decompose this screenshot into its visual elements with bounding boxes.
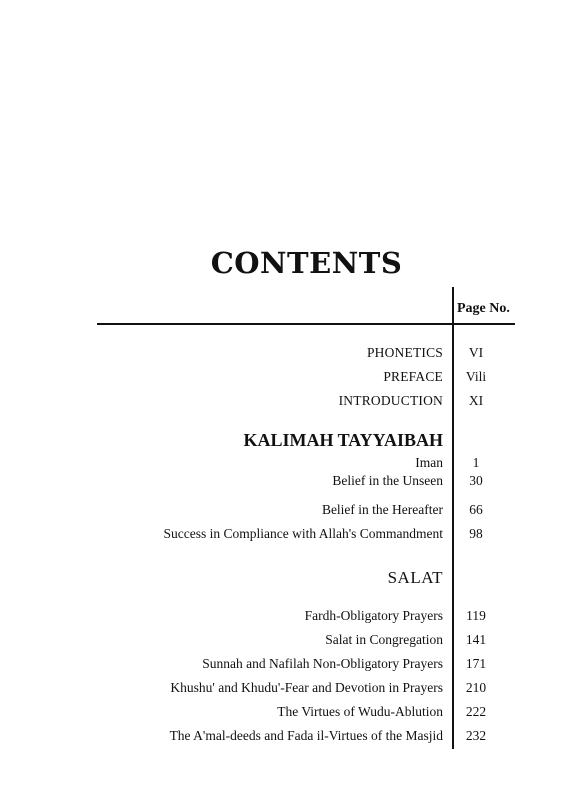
- toc-entry-page: VI: [468, 345, 484, 360]
- toc-entry-label: Fardh-Obligatory Prayers: [304, 608, 443, 623]
- toc-entry-label: Success in Compliance with Allah's Commandment: [163, 526, 443, 541]
- toc-entry-page: 30: [469, 473, 483, 488]
- toc-entry-page: 119: [466, 608, 486, 623]
- toc-entry-page: 222: [465, 704, 487, 719]
- toc-entry-label: The Virtues of Wudu-Ablution: [277, 704, 443, 719]
- toc-entry-label: INTRODUCTION: [338, 393, 443, 408]
- toc-entry-phonetics: [0, 345, 585, 365]
- toc-entry-page: 141: [465, 632, 487, 647]
- toc-entry-page: 1: [472, 455, 480, 470]
- toc-entry-page: 171: [465, 656, 487, 671]
- section-heading-salat: SALAT: [387, 568, 443, 587]
- toc-entry-wudu: [0, 704, 585, 724]
- toc-entry-success-compliance: [0, 526, 585, 546]
- toc-entry-page: Vili: [465, 369, 487, 384]
- toc-entry-label: The A'mal-deeds and Fada il-Virtues of the Masjid: [169, 728, 443, 743]
- toc-entry-iman: [0, 455, 585, 475]
- toc-entry-congregation: [0, 632, 585, 652]
- page-number-header: Page No.: [457, 301, 510, 316]
- toc-entry-label: Belief in the Unseen: [332, 473, 443, 488]
- section-heading-kalimah: KALIMAH TAYYAIBAH: [243, 430, 443, 450]
- toc-entry-page: XI: [468, 393, 484, 408]
- toc-entry-page: 66: [469, 502, 483, 517]
- toc-entry-introduction: [0, 393, 585, 413]
- toc-entry-masjid: [0, 728, 585, 748]
- toc-entry-khushu: [0, 680, 585, 700]
- toc-entry-belief-unseen: [0, 473, 585, 493]
- toc-entry-label: PHONETICS: [366, 345, 443, 360]
- page-title: CONTENTS: [210, 246, 403, 280]
- toc-entry-label: Salat in Congregation: [325, 632, 443, 647]
- toc-entry-label: Sunnah and Nafilah Non-Obligatory Prayers: [202, 656, 443, 671]
- toc-entry-fardh: [0, 608, 585, 628]
- toc-entry-sunnah-nafilah: [0, 656, 585, 676]
- toc-entry-label: Khushu' and Khudu'-Fear and Devotion in Prayers: [170, 680, 443, 695]
- header-rule: [97, 323, 515, 325]
- toc-entry-page: 210: [465, 680, 487, 695]
- toc-entry-belief-hereafter: [0, 502, 585, 522]
- toc-entry-label: Iman: [415, 455, 443, 470]
- toc-entry-label: PREFACE: [383, 369, 443, 384]
- toc-entry-preface: [0, 369, 585, 389]
- toc-entry-page: 98: [469, 526, 483, 541]
- toc-entry-page: 232: [465, 728, 487, 743]
- toc-entry-label: Belief in the Hereafter: [321, 502, 443, 517]
